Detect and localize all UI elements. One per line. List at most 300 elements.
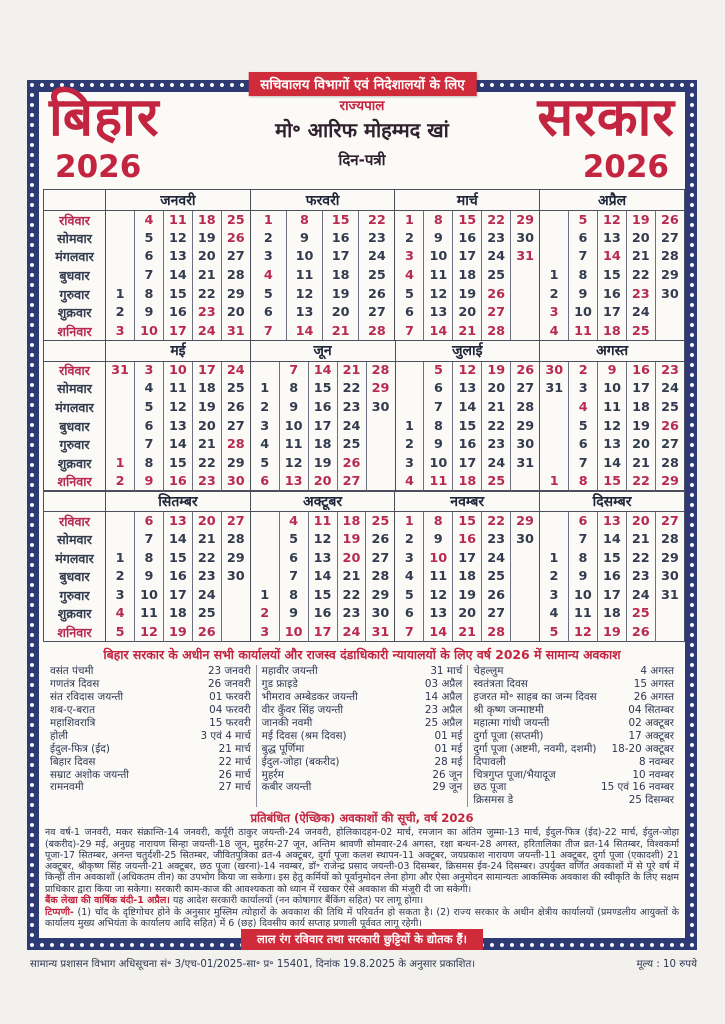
date-cell [395, 398, 424, 417]
date-cell: 13 [598, 435, 627, 454]
date-cell [366, 417, 395, 436]
date-cell: 26 [482, 586, 511, 605]
date-cell: 2 [106, 567, 135, 586]
date-cell: 17 [597, 303, 626, 322]
holiday-name: वसंत पंचमी [50, 665, 94, 678]
date-cell [106, 435, 135, 454]
date-cell: 1 [250, 586, 279, 605]
date-cell: 19 [337, 530, 366, 549]
holiday-item [50, 756, 251, 769]
date-cell: 26 [511, 361, 540, 380]
date-cell: 28 [655, 248, 684, 267]
date-cell: 3 [395, 248, 424, 267]
date-cell: 14 [286, 322, 322, 341]
date-cell: 18 [597, 605, 626, 624]
general-holidays-columns [43, 665, 681, 807]
date-cell: 22 [192, 454, 221, 473]
holiday-item [50, 769, 251, 782]
date-cell: 11 [569, 322, 598, 341]
date-cell: 24 [626, 586, 655, 605]
date-cell: 21 [323, 322, 359, 341]
date-cell [540, 248, 569, 267]
date-cell [250, 549, 279, 568]
date-cell: 6 [135, 512, 164, 531]
date-cell: 12 [135, 623, 164, 642]
date-cell: 5 [540, 623, 569, 642]
date-cell: 26 [655, 211, 684, 230]
holiday-date: 23 अप्रैल [424, 704, 463, 716]
month-header: मार्च [395, 190, 540, 211]
date-cell: 7 [135, 435, 164, 454]
holiday-item [473, 794, 674, 807]
date-cell: 16 [453, 229, 482, 248]
date-cell: 23 [656, 361, 685, 380]
title-sarkar: सरकार [537, 87, 675, 148]
date-cell: 17 [453, 248, 482, 267]
holiday-item [262, 678, 463, 691]
date-cell: 10 [568, 586, 597, 605]
bottom-banner: लाल रंग रविवार तथा सरकारी छुट्टियों के द्योतक हैं। [241, 929, 483, 950]
holiday-date: 01 फरवरी [209, 691, 251, 704]
date-cell: 25 [192, 605, 221, 624]
date-cell: 9 [598, 361, 627, 380]
date-cell: 12 [163, 229, 192, 248]
date-cell: 17 [308, 623, 337, 642]
date-cell: 21 [627, 454, 656, 473]
date-cell: 5 [106, 623, 135, 642]
date-cell [366, 473, 395, 492]
date-cell: 15 [453, 211, 482, 230]
holiday-column-3 [467, 665, 679, 807]
month-header: अप्रैल [540, 190, 685, 211]
date-cell: 27 [366, 549, 395, 568]
date-cell: 30 [511, 435, 540, 454]
holiday-column-1 [45, 665, 256, 807]
holiday-name: बिहार दिवस [50, 755, 96, 768]
date-cell: 20 [192, 248, 221, 267]
date-cell: 1 [540, 266, 569, 285]
weekday-label: गुरुवार [59, 587, 90, 603]
holiday-date: 31 मार्च [430, 665, 463, 678]
date-cell: 16 [308, 398, 337, 417]
holiday-name: दुर्गा पूजा (सप्तमी) [473, 729, 544, 742]
date-cell: 28 [366, 361, 395, 380]
date-cell [511, 605, 540, 624]
holiday-name: संत रविदास जयन्ती [50, 691, 124, 704]
date-cell: 30 [511, 229, 540, 248]
date-cell [540, 435, 569, 454]
date-cell: 15 [453, 417, 482, 436]
date-cell: 23 [626, 567, 655, 586]
date-cell: 9 [568, 567, 597, 586]
date-cell: 14 [308, 361, 337, 380]
date-cell: 23 [482, 229, 511, 248]
date-cell [106, 380, 135, 399]
date-cell: 5 [279, 530, 308, 549]
holiday-item [473, 665, 674, 678]
holiday-date: 29 जून [432, 781, 463, 794]
date-cell: 13 [279, 473, 308, 492]
date-cell: 13 [597, 512, 626, 531]
date-cell: 27 [221, 248, 250, 267]
date-cell: 3 [569, 380, 598, 399]
date-cell: 7 [279, 567, 308, 586]
holiday-date: 02 अक्टूबर [628, 716, 675, 729]
date-cell: 20 [626, 512, 655, 531]
general-holidays-title: बिहार सरकार के अधीन सभी कार्यालयों और राजस्व दंडाधिकारी न्यायालयों के लिए वर्ष 2026 में सामान्य अवकाश [103, 647, 621, 663]
date-cell: 29 [511, 512, 540, 531]
date-cell: 3 [135, 361, 164, 380]
date-cell: 22 [626, 549, 655, 568]
date-cell: 21 [482, 398, 511, 417]
holiday-item [262, 756, 463, 769]
date-cell: 11 [286, 266, 322, 285]
holiday-date: 8 नवम्बर [638, 755, 675, 768]
date-cell: 12 [163, 398, 192, 417]
holiday-date: 01 मई [434, 729, 463, 742]
date-cell: 6 [424, 380, 453, 399]
holiday-item [50, 691, 251, 704]
date-cell: 26 [656, 417, 685, 436]
date-cell: 3 [250, 417, 279, 436]
date-cell: 19 [626, 211, 655, 230]
date-cell: 24 [626, 303, 655, 322]
date-cell: 5 [424, 361, 453, 380]
date-cell: 10 [598, 380, 627, 399]
holiday-date: 23 जनवरी [207, 665, 251, 678]
date-cell: 15 [308, 380, 337, 399]
date-cell: 4 [250, 266, 286, 285]
date-cell: 23 [359, 229, 395, 248]
date-cell: 2 [540, 567, 569, 586]
date-cell: 3 [250, 623, 279, 642]
holiday-name: चेहल्लुम [473, 665, 504, 678]
date-cell: 1 [395, 417, 424, 436]
date-cell: 31 [366, 623, 395, 642]
date-cell: 8 [135, 454, 164, 473]
date-cell [250, 530, 279, 549]
holiday-name: दिपावली [473, 755, 506, 768]
holiday-name: चित्रगुप्त पूजा/भैयादूज [473, 768, 556, 781]
date-cell: 16 [597, 567, 626, 586]
date-cell: 21 [453, 623, 482, 642]
date-cell: 7 [395, 322, 424, 341]
date-cell: 30 [655, 285, 684, 304]
date-cell: 13 [163, 512, 192, 531]
date-cell: 12 [598, 417, 627, 436]
date-cell: 9 [135, 303, 164, 322]
weekday-label: सोमवार [57, 532, 92, 548]
date-cell: 3 [106, 322, 135, 341]
date-cell: 25 [482, 567, 511, 586]
date-cell: 30 [221, 567, 250, 586]
date-cell [106, 398, 135, 417]
date-cell: 24 [192, 586, 221, 605]
date-cell: 19 [482, 361, 511, 380]
date-cell: 25 [482, 473, 511, 492]
date-cell: 4 [569, 398, 598, 417]
date-cell: 6 [568, 512, 597, 531]
date-cell: 17 [192, 361, 221, 380]
date-cell: 9 [424, 435, 453, 454]
date-cell: 19 [323, 285, 359, 304]
date-cell: 7 [568, 530, 597, 549]
date-cell: 28 [221, 435, 250, 454]
year-right: 2026 [582, 149, 669, 185]
date-cell: 18 [308, 435, 337, 454]
month-header: फरवरी [250, 190, 395, 211]
date-cell [655, 623, 684, 642]
date-cell: 5 [395, 285, 424, 304]
date-cell: 10 [279, 623, 308, 642]
weekday-label: बुधवार [59, 418, 90, 434]
date-cell: 19 [453, 285, 482, 304]
date-cell: 20 [626, 229, 655, 248]
holiday-name: सम्राट अशोक जयन्ती [50, 768, 129, 781]
holiday-name: छठ पूजा [473, 781, 507, 794]
corner-cell [44, 491, 106, 512]
date-cell: 6 [395, 303, 424, 322]
holiday-name: महावीर जयन्ती [261, 665, 318, 678]
date-cell: 17 [163, 322, 192, 341]
holiday-item [50, 730, 251, 743]
date-cell [540, 417, 569, 436]
weekday-label: रविवार [59, 363, 90, 379]
date-cell: 8 [424, 211, 453, 230]
date-cell: 24 [337, 623, 366, 642]
date-cell: 23 [192, 567, 221, 586]
date-cell: 26 [221, 229, 250, 248]
date-cell: 30 [366, 398, 395, 417]
date-cell [540, 398, 569, 417]
date-cell: 22 [482, 211, 511, 230]
date-cell: 26 [359, 285, 395, 304]
holiday-name: हजरत मो॰ साहब का जन्म दिवस [473, 691, 597, 704]
holiday-date: 3 एवं 4 मार्च [200, 729, 251, 742]
holiday-item [473, 769, 674, 782]
date-cell: 28 [655, 530, 684, 549]
weekday-label: रविवार [59, 212, 90, 228]
date-cell: 18 [453, 266, 482, 285]
date-cell: 8 [568, 549, 597, 568]
date-cell [106, 530, 135, 549]
month-header: जुलाई [395, 340, 540, 361]
calendar-card [27, 80, 697, 950]
date-cell: 22 [192, 285, 221, 304]
date-cell: 11 [598, 398, 627, 417]
date-cell: 7 [569, 454, 598, 473]
date-cell: 2 [250, 398, 279, 417]
date-cell: 19 [627, 417, 656, 436]
weekday-label: शुक्रवार [57, 606, 92, 622]
date-cell: 31 [540, 380, 569, 399]
date-cell [511, 322, 540, 341]
holiday-name: मई दिवस (श्रम दिवस) [261, 729, 347, 742]
date-cell: 6 [250, 303, 286, 322]
date-cell [540, 530, 569, 549]
date-cell: 12 [453, 361, 482, 380]
holiday-item [50, 781, 251, 794]
date-cell: 23 [337, 605, 366, 624]
date-cell: 15 [597, 549, 626, 568]
date-cell: 27 [482, 303, 511, 322]
date-cell: 3 [106, 586, 135, 605]
date-cell: 29 [511, 417, 540, 436]
date-cell: 27 [359, 303, 395, 322]
holiday-item [262, 691, 463, 704]
month-header: मई [106, 340, 251, 361]
date-cell: 23 [192, 303, 221, 322]
date-cell: 19 [192, 398, 221, 417]
month-header: अगस्त [540, 340, 685, 361]
date-cell: 16 [163, 303, 192, 322]
holiday-name: गणतंत्र दिवस [50, 678, 100, 691]
date-cell: 28 [359, 322, 395, 341]
date-cell: 17 [453, 454, 482, 473]
holiday-date: 10 नवम्बर [632, 768, 675, 781]
weekday-label: मंगलवार [55, 400, 94, 416]
date-cell: 18 [192, 211, 221, 230]
holiday-item [50, 717, 251, 730]
date-cell: 21 [192, 266, 221, 285]
date-cell [655, 322, 684, 341]
calendar-grid [43, 189, 685, 642]
date-cell: 7 [279, 361, 308, 380]
date-cell: 2 [250, 229, 286, 248]
tippani-label: टिप्पणी- [45, 906, 74, 918]
date-cell: 31 [221, 322, 250, 341]
date-cell: 18 [323, 266, 359, 285]
date-cell: 26 [192, 623, 221, 642]
date-cell: 8 [135, 549, 164, 568]
date-cell: 23 [337, 398, 366, 417]
holiday-item [262, 730, 463, 743]
month-header: दिसम्बर [540, 491, 685, 512]
holiday-date: 15 एवं 16 नवम्बर [601, 781, 675, 794]
holiday-item [262, 665, 463, 678]
holiday-item [473, 756, 674, 769]
date-cell: 5 [569, 211, 598, 230]
date-cell: 16 [163, 473, 192, 492]
date-cell: 15 [163, 285, 192, 304]
holiday-date: 01 मई [434, 742, 463, 755]
date-cell: 25 [482, 266, 511, 285]
date-cell: 27 [511, 380, 540, 399]
date-cell: 10 [163, 361, 192, 380]
date-cell: 9 [279, 398, 308, 417]
holiday-name: भीमराव अम्बेडकर जयन्ती [261, 691, 358, 704]
weekday-label: शनिवार [57, 474, 92, 490]
date-cell: 26 [366, 530, 395, 549]
date-cell: 20 [192, 512, 221, 531]
date-cell: 1 [395, 211, 424, 230]
date-cell: 6 [135, 248, 164, 267]
date-cell: 4 [135, 380, 164, 399]
date-cell: 6 [569, 229, 598, 248]
date-cell: 7 [250, 322, 286, 341]
weekday-label: गुरुवार [59, 437, 90, 453]
date-cell: 4 [395, 567, 424, 586]
date-cell: 13 [163, 417, 192, 436]
top-banner: सचिवालय विभागों एवं निदेशालयों के लिए [248, 72, 477, 96]
date-cell: 25 [221, 211, 250, 230]
date-cell: 26 [626, 623, 655, 642]
date-cell: 8 [135, 285, 164, 304]
date-cell: 9 [424, 530, 453, 549]
date-cell: 21 [337, 567, 366, 586]
date-cell [250, 361, 279, 380]
date-cell: 5 [250, 285, 286, 304]
card-inner [39, 87, 685, 938]
holiday-date: 18-20 अक्टूबर [611, 742, 675, 755]
date-cell [511, 266, 540, 285]
date-cell [366, 435, 395, 454]
date-cell: 16 [453, 530, 482, 549]
date-cell: 11 [424, 473, 453, 492]
holiday-date: 25 अप्रैल [424, 716, 463, 729]
holiday-date: 26 जनवरी [207, 678, 251, 691]
corner-cell [44, 190, 106, 211]
date-cell: 17 [597, 586, 626, 605]
date-cell: 21 [453, 322, 482, 341]
holiday-name: ईदुल-फित्र (ईद) [50, 742, 110, 755]
date-cell: 28 [221, 530, 250, 549]
date-cell: 11 [424, 567, 453, 586]
date-cell: 29 [221, 549, 250, 568]
bank-closing-note [43, 895, 681, 907]
holiday-name: श्री कृष्ण जन्माष्टमी [473, 704, 544, 716]
date-cell: 17 [163, 586, 192, 605]
date-cell [540, 229, 569, 248]
date-cell: 14 [597, 248, 626, 267]
date-cell: 7 [135, 530, 164, 549]
date-cell: 18 [453, 473, 482, 492]
holiday-item [473, 717, 674, 730]
date-cell: 26 [482, 285, 511, 304]
date-cell: 16 [308, 605, 337, 624]
date-cell: 20 [453, 303, 482, 322]
date-cell: 29 [656, 473, 685, 492]
date-cell: 22 [337, 586, 366, 605]
date-cell [540, 454, 569, 473]
date-cell: 13 [286, 303, 322, 322]
date-cell: 29 [655, 266, 684, 285]
date-cell [221, 605, 250, 624]
date-cell: 8 [569, 266, 598, 285]
month-header: जनवरी [106, 190, 251, 211]
date-cell: 11 [568, 605, 597, 624]
date-cell: 13 [424, 303, 453, 322]
restricted-holidays-title: प्रतिबंधित (ऐच्छिक) अवकाशों की सूची, वर्ष 2026 [250, 811, 474, 826]
holiday-item [262, 743, 463, 756]
date-cell: 15 [597, 266, 626, 285]
date-cell: 27 [221, 512, 250, 531]
weekday-label: रविवार [59, 513, 90, 529]
holiday-item [50, 678, 251, 691]
date-cell: 10 [424, 248, 453, 267]
date-cell: 10 [135, 586, 164, 605]
date-cell: 20 [192, 417, 221, 436]
restricted-holidays-section [43, 811, 681, 895]
date-cell: 24 [482, 454, 511, 473]
date-cell: 11 [163, 380, 192, 399]
header-center [202, 96, 522, 170]
date-cell: 27 [655, 512, 684, 531]
date-cell: 5 [250, 454, 279, 473]
date-cell [106, 266, 135, 285]
date-cell: 10 [286, 248, 322, 267]
date-cell: 14 [424, 623, 453, 642]
